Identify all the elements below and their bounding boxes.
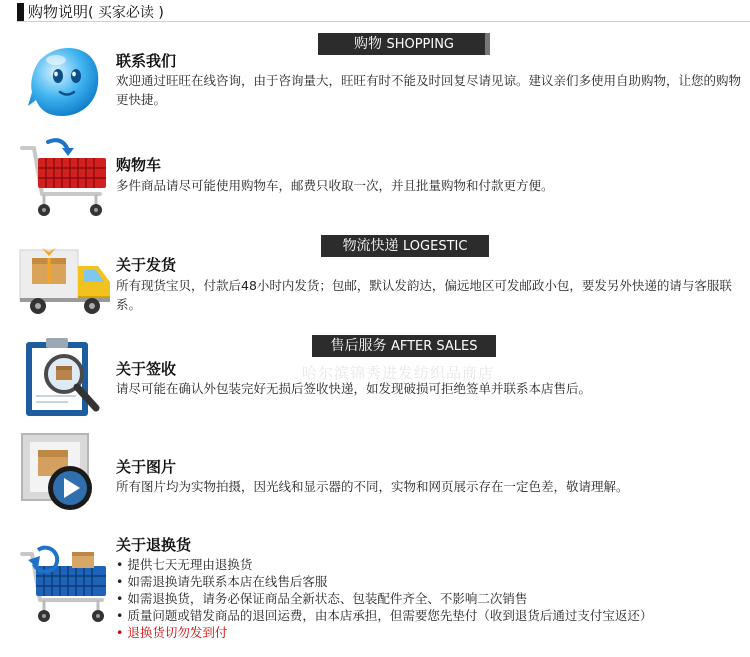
section-body: 所有图片均为实物拍摄，因光线和显示器的不同，实物和网页展示存在一定色差，敬请理解。: [116, 479, 629, 494]
page-header: [0, 0, 750, 22]
section-shipping: [0, 236, 750, 322]
wangwang-chat-icon: [18, 40, 114, 126]
section-title: 购物车: [116, 156, 162, 174]
banner-logistic-cn: 物流快递: [342, 238, 399, 254]
page-title: [28, 2, 164, 23]
section-body: 所有现货宝贝，付款后48小时内发货；包邮，默认发韵达，偏远地区可发邮政小包，要发另外快递的请与客服联系。: [116, 278, 732, 312]
banner-aftersales-en: AFTER SALES: [390, 339, 478, 354]
section-returns: [0, 530, 750, 657]
section-title: 关于发货: [116, 256, 177, 274]
shopping-cart-icon: [18, 136, 114, 222]
section-body: 请尽可能在确认外包装完好无损后签收快递，如发现破损可拒绝签单并联系本店售后。: [116, 381, 592, 396]
section-title: 关于退换货: [116, 536, 192, 554]
clipboard-magnifier-icon: [18, 336, 114, 422]
section-title: 关于签收: [116, 360, 177, 378]
returns-bullet-list: [116, 556, 746, 641]
banner-logistic-en: LOGESTIC: [403, 239, 468, 254]
banner-aftersales-cn: 售后服务: [330, 338, 387, 354]
section-title: 联系我们: [116, 52, 177, 70]
banner-shopping-en: SHOPPING: [386, 37, 455, 52]
banner-shopping-cn: 购物: [353, 36, 382, 52]
section-body: 多件商品请尽可能使用购物车，邮费只收取一次，并且批量购物和付款更方便。: [116, 178, 554, 193]
picture-play-icon: [18, 430, 114, 516]
list-item-warning: • 退换货切勿发到付: [116, 625, 228, 640]
delivery-truck-icon: [18, 236, 114, 322]
header-divider: [17, 21, 750, 22]
list-item: • 如需退换货，请务必保证商品全新状态、包装配件齐全、不影响二次销售: [116, 591, 528, 606]
page-subtitle: ( 买家必读 ): [88, 5, 164, 21]
list-item: • 如需退换请先联系本店在线售后客服: [116, 574, 328, 589]
page-title-text: 购物说明: [28, 3, 89, 21]
list-item: • 提供七天无理由退换货: [116, 557, 253, 572]
header-bar-mark: [17, 3, 24, 21]
section-pictures: [0, 430, 750, 520]
return-cart-icon: [18, 542, 114, 628]
section-cart: [0, 136, 750, 222]
section-title: 关于图片: [116, 458, 177, 476]
section-receipt: [0, 336, 750, 422]
section-contact: [0, 40, 750, 120]
section-body: 欢迎通过旺旺在线咨询，由于咨询量大，旺旺有时不能及时回复尽请见谅。建议亲们多使用自助购物，让您的购物更快捷。: [116, 73, 742, 107]
list-item: • 质量问题或错发商品的退回运费，由本店承担，但需要您先垫付（收到退货后通过支付宝返还）: [116, 608, 653, 623]
watermark: 哈尔滨锦秀进发纺织品商店: [302, 364, 495, 382]
